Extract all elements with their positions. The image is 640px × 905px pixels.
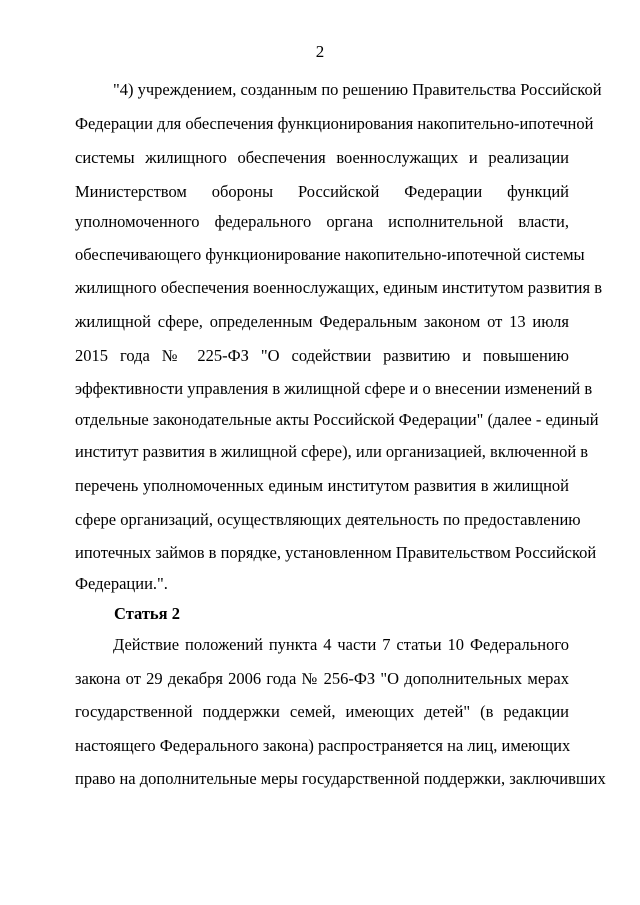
text-line: Министерством обороны Российской Федерации функций [75, 182, 569, 201]
text-line: настоящего Федерального закона) распространяется на лиц, имеющих [75, 736, 571, 755]
text-line: отдельные законодательные акты Российской Федерации" (далее - единый [75, 410, 599, 429]
text-line: право на дополнительные меры государственной поддержки, заключивших [75, 769, 606, 788]
text-line: эффективности управления в жилищной сфере и о внесении изменений в [75, 379, 593, 398]
text-line: институт развития в жилищной сфере), или организацией, включенной в [75, 442, 589, 461]
text-line: ипотечных займов в порядке, установленном Правительством Российской [75, 543, 597, 562]
text-line: системы жилищного обеспечения военнослужащих и реализации [75, 148, 569, 167]
text-line: жилищного обеспечения военнослужащих, единым институтом развития в [75, 278, 602, 297]
text-line: сфере организаций, осуществляющих деятельность по предоставлению [75, 510, 581, 529]
text-line: уполномоченного федерального органа исполнительной власти, [75, 212, 569, 231]
text-line: Действие положений пункта 4 части 7 статьи 10 Федерального [113, 635, 569, 654]
text-line: перечень уполномоченных единым институтом развития в жилищной [75, 476, 569, 495]
text-line: 2015 года № 225-ФЗ "О содействии развитию и повышению [75, 346, 569, 365]
text-line: "4) учреждением, созданным по решению Правительства Российской [113, 80, 602, 99]
article-heading: Статья 2 [114, 604, 180, 623]
page-number: 2 [315, 42, 325, 61]
text-line: государственной поддержки семей, имеющих детей" (в редакции [75, 702, 569, 721]
text-line: жилищной сфере, определенным Федеральным законом от 13 июля [75, 312, 569, 331]
text-line: закона от 29 декабря 2006 года № 256-ФЗ "О дополнительных мерах [75, 669, 569, 688]
text-line: обеспечивающего функционирование накопительно-ипотечной системы [75, 245, 585, 264]
text-line: Федерации для обеспечения функционирования накопительно-ипотечной [75, 114, 594, 133]
text-line: Федерации.". [75, 574, 168, 593]
